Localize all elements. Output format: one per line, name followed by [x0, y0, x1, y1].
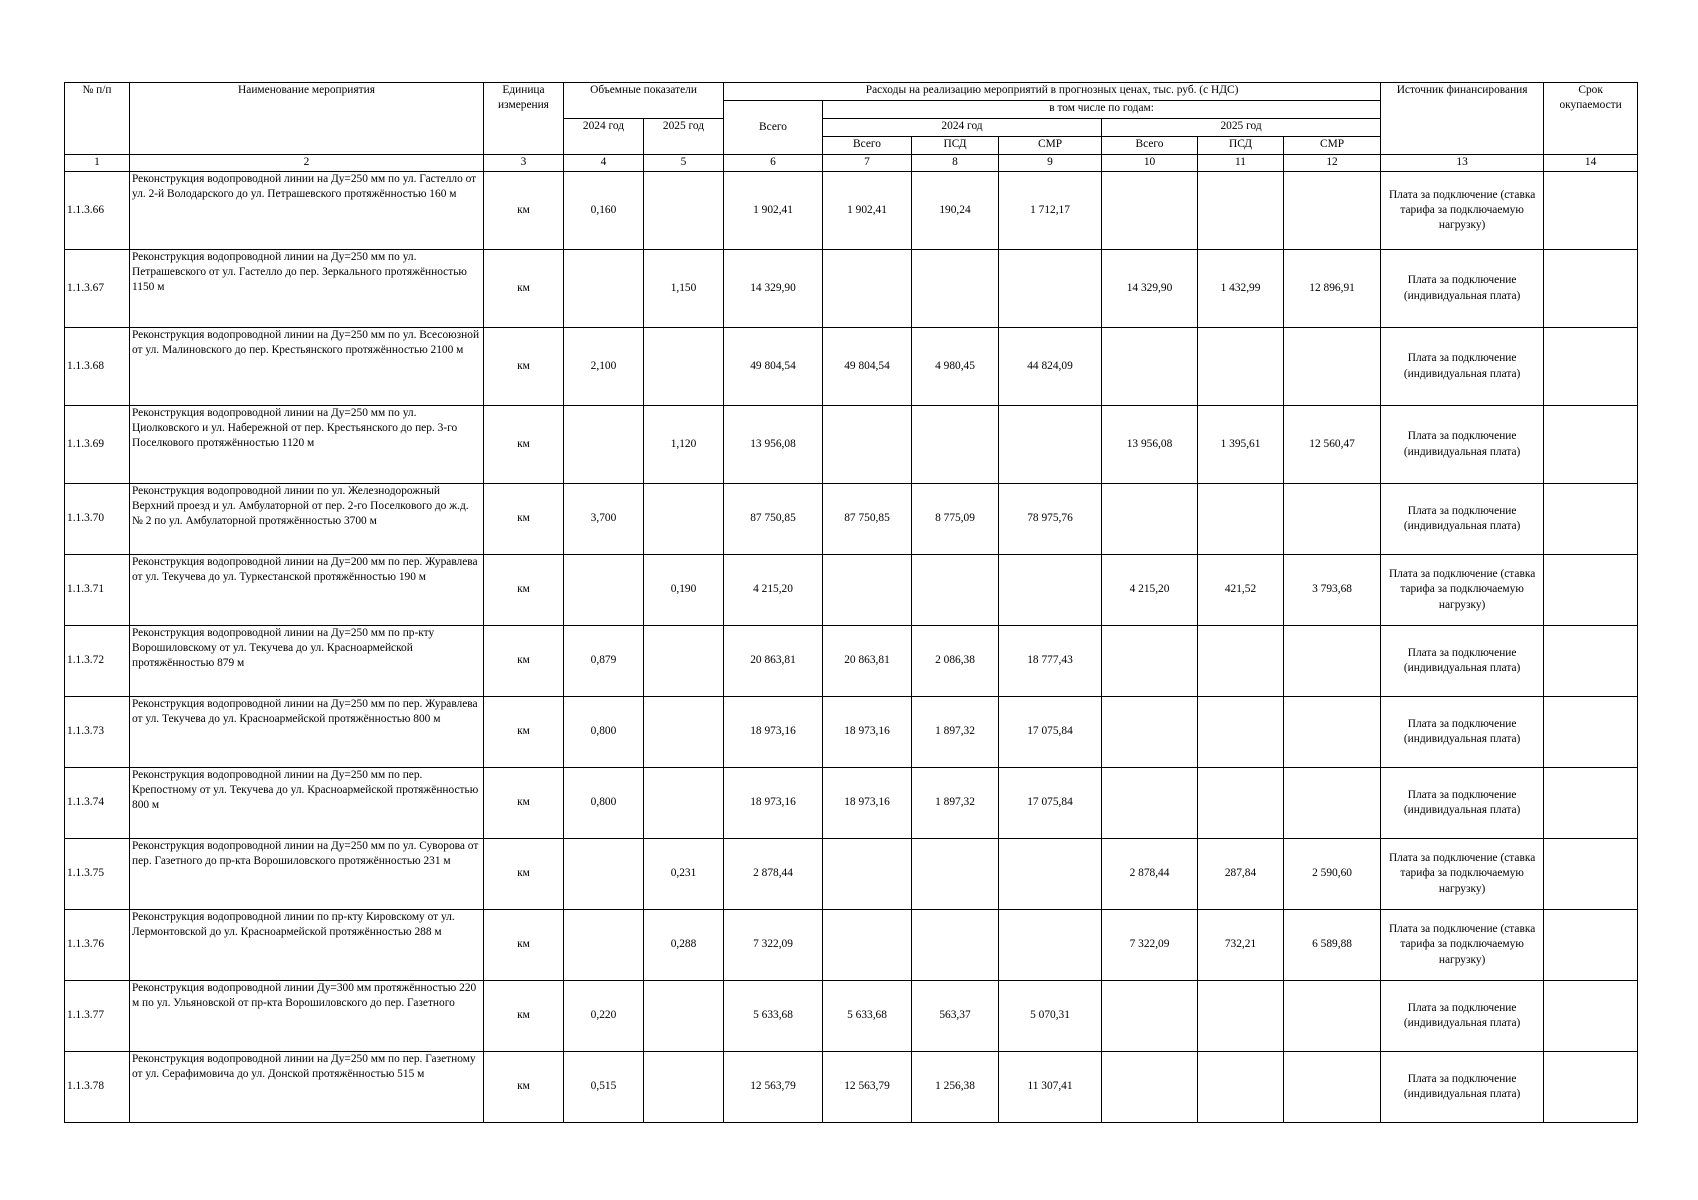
- column-number: 6: [724, 155, 823, 172]
- table-row: [65, 839, 1638, 910]
- header-unit: Единица измерения: [484, 83, 564, 155]
- table-row: [65, 626, 1638, 697]
- row-unit: км: [484, 328, 564, 406]
- row-volume-2024: [564, 910, 644, 981]
- row-2024-psd: 563,37: [912, 981, 999, 1052]
- row-2025-total: [1102, 484, 1198, 555]
- row-payback: [1544, 555, 1638, 626]
- row-number: 1.1.3.68: [65, 328, 130, 406]
- investment-program-table: [64, 82, 1638, 1123]
- row-number: 1.1.3.73: [65, 697, 130, 768]
- row-2024-total: 20 863,81: [823, 626, 912, 697]
- row-2024-psd: 190,24: [912, 172, 999, 250]
- row-name: Реконструкция водопроводной линии по ул. Железнодорожный Верхний проезд и ул. Амбулаторной от пер. 2-го Поселкового до ж.д. № 2 по ул. Амбулаторной протяжённостью 3700 м: [130, 484, 484, 555]
- row-volume-2025: 1,150: [644, 250, 724, 328]
- row-payback: [1544, 328, 1638, 406]
- row-2024-psd: 4 980,45: [912, 328, 999, 406]
- row-name: Реконструкция водопроводной линии на Ду=250 мм по ул. Циолковского и ул. Набережной от пер. Крестьянского до пер. 3-го Поселкового протяжённостью 1120 м: [130, 406, 484, 484]
- row-2025-psd: 1 395,61: [1198, 406, 1284, 484]
- row-volume-2025: [644, 328, 724, 406]
- row-2025-smr: [1284, 697, 1381, 768]
- row-total: 18 973,16: [724, 697, 823, 768]
- row-2025-smr: [1284, 172, 1381, 250]
- column-number: 10: [1102, 155, 1198, 172]
- row-unit: км: [484, 250, 564, 328]
- row-name: Реконструкция водопроводной линии на Ду=250 мм по ул. Суворова от пер. Газетного до пр-кта Ворошиловского протяжённостью 231 м: [130, 839, 484, 910]
- row-2024-smr: 5 070,31: [999, 981, 1102, 1052]
- row-source: Плата за подключение (ставка тарифа за подключаемую нагрузку): [1381, 172, 1544, 250]
- row-volume-2024: [564, 250, 644, 328]
- row-total: 2 878,44: [724, 839, 823, 910]
- row-2025-smr: [1284, 626, 1381, 697]
- row-name: Реконструкция водопроводной линии на Ду=250 мм по ул. Петрашевского от ул. Гастелло до пер. Зеркального протяжённостью 1150 м: [130, 250, 484, 328]
- row-payback: [1544, 626, 1638, 697]
- header-source: Источник финансирования: [1381, 83, 1544, 155]
- row-name: Реконструкция водопроводной линии на Ду=250 мм по ул. Всесоюзной от ул. Малиновского до пер. Крестьянского протяжённостью 2100 м: [130, 328, 484, 406]
- row-total: 18 973,16: [724, 768, 823, 839]
- row-source: Плата за подключение (индивидуальная плата): [1381, 406, 1544, 484]
- row-2024-total: 18 973,16: [823, 697, 912, 768]
- row-volume-2025: [644, 172, 724, 250]
- header-total: Всего: [724, 101, 823, 155]
- header-2024-psd: ПСД: [912, 137, 999, 155]
- row-name: Реконструкция водопроводной линии на Ду=200 мм по пер. Журавлева от ул. Текучева до ул. Туркестанской протяжённостью 190 м: [130, 555, 484, 626]
- row-total: 7 322,09: [724, 910, 823, 981]
- row-volume-2024: 0,879: [564, 626, 644, 697]
- row-name: Реконструкция водопроводной линии по пр-кту Кировскому от ул. Лермонтовской до ул. Красноармейской протяжённостью 288 м: [130, 910, 484, 981]
- column-number: 8: [912, 155, 999, 172]
- column-number: 12: [1284, 155, 1381, 172]
- row-2024-psd: 1 897,32: [912, 768, 999, 839]
- row-volume-2025: [644, 981, 724, 1052]
- row-number: 1.1.3.66: [65, 172, 130, 250]
- row-unit: км: [484, 768, 564, 839]
- row-source: Плата за подключение (индивидуальная плата): [1381, 484, 1544, 555]
- row-2025-total: [1102, 172, 1198, 250]
- table-row: [65, 910, 1638, 981]
- row-volume-2025: [644, 1052, 724, 1123]
- row-payback: [1544, 981, 1638, 1052]
- row-2025-total: 4 215,20: [1102, 555, 1198, 626]
- table-row: [65, 328, 1638, 406]
- row-2024-smr: 44 824,09: [999, 328, 1102, 406]
- row-2025-psd: [1198, 626, 1284, 697]
- row-2025-total: [1102, 981, 1198, 1052]
- row-2024-psd: [912, 910, 999, 981]
- row-2025-psd: [1198, 697, 1284, 768]
- table-row: [65, 768, 1638, 839]
- row-unit: км: [484, 484, 564, 555]
- row-source: Плата за подключение (индивидуальная плата): [1381, 697, 1544, 768]
- table-row: [65, 1052, 1638, 1123]
- row-2024-total: 12 563,79: [823, 1052, 912, 1123]
- row-number: 1.1.3.70: [65, 484, 130, 555]
- row-2024-psd: [912, 250, 999, 328]
- header-by-years: в том числе по годам:: [823, 101, 1381, 119]
- row-number: 1.1.3.75: [65, 839, 130, 910]
- row-unit: км: [484, 839, 564, 910]
- header-year-2025: 2025 год: [1102, 119, 1381, 137]
- row-total: 12 563,79: [724, 1052, 823, 1123]
- row-source: Плата за подключение (индивидуальная плата): [1381, 768, 1544, 839]
- row-2025-total: [1102, 697, 1198, 768]
- row-source: Плата за подключение (ставка тарифа за подключаемую нагрузку): [1381, 839, 1544, 910]
- row-2024-smr: 1 712,17: [999, 172, 1102, 250]
- column-number: 1: [65, 155, 130, 172]
- row-2024-total: 18 973,16: [823, 768, 912, 839]
- row-2025-smr: [1284, 768, 1381, 839]
- row-payback: [1544, 768, 1638, 839]
- column-number-row: [65, 155, 1638, 172]
- row-source: Плата за подключение (индивидуальная плата): [1381, 328, 1544, 406]
- row-2024-total: 5 633,68: [823, 981, 912, 1052]
- header-name: Наименование мероприятия: [130, 83, 484, 155]
- row-2024-psd: 8 775,09: [912, 484, 999, 555]
- row-volume-2025: [644, 626, 724, 697]
- table-row: [65, 406, 1638, 484]
- row-2024-smr: 11 307,41: [999, 1052, 1102, 1123]
- row-2024-total: 49 804,54: [823, 328, 912, 406]
- row-payback: [1544, 1052, 1638, 1123]
- row-number: 1.1.3.69: [65, 406, 130, 484]
- row-2025-total: [1102, 1052, 1198, 1123]
- row-payback: [1544, 910, 1638, 981]
- header-2025-psd: ПСД: [1198, 137, 1284, 155]
- row-unit: км: [484, 981, 564, 1052]
- row-total: 5 633,68: [724, 981, 823, 1052]
- row-total: 87 750,85: [724, 484, 823, 555]
- row-volume-2025: [644, 768, 724, 839]
- column-number: 7: [823, 155, 912, 172]
- row-volume-2024: [564, 555, 644, 626]
- row-2025-total: [1102, 328, 1198, 406]
- row-2024-smr: [999, 910, 1102, 981]
- row-2024-psd: [912, 406, 999, 484]
- row-total: 1 902,41: [724, 172, 823, 250]
- row-volume-2024: 0,800: [564, 697, 644, 768]
- header-vol-2024: 2024 год: [564, 119, 644, 155]
- row-volume-2025: 0,190: [644, 555, 724, 626]
- row-source: Плата за подключение (индивидуальная плата): [1381, 1052, 1544, 1123]
- row-name: Реконструкция водопроводной линии на Ду=250 мм по пер. Журавлева от ул. Текучева до ул. Красноармейской протяжённостью 800 м: [130, 697, 484, 768]
- table-row: [65, 250, 1638, 328]
- row-2025-psd: 1 432,99: [1198, 250, 1284, 328]
- row-name: Реконструкция водопроводной линии Ду=300 мм протяжённостью 220 м по ул. Ульяновской от пр-кта Ворошиловского до пер. Газетного: [130, 981, 484, 1052]
- row-source: Плата за подключение (ставка тарифа за подключаемую нагрузку): [1381, 910, 1544, 981]
- row-2025-smr: [1284, 981, 1381, 1052]
- row-2025-psd: 287,84: [1198, 839, 1284, 910]
- table-row: [65, 981, 1638, 1052]
- row-number: 1.1.3.72: [65, 626, 130, 697]
- row-name: Реконструкция водопроводной линии на Ду=250 мм по пр-кту Ворошиловскому от ул. Текучева до ул. Красноармейской протяжённостью 879 м: [130, 626, 484, 697]
- row-2024-psd: 1 256,38: [912, 1052, 999, 1123]
- header-volume: Объемные показатели: [564, 83, 724, 119]
- table-row: [65, 697, 1638, 768]
- row-volume-2025: [644, 484, 724, 555]
- row-volume-2024: 2,100: [564, 328, 644, 406]
- column-number: 5: [644, 155, 724, 172]
- row-2025-total: 13 956,08: [1102, 406, 1198, 484]
- row-unit: км: [484, 406, 564, 484]
- row-volume-2024: 3,700: [564, 484, 644, 555]
- row-2025-psd: 421,52: [1198, 555, 1284, 626]
- row-2025-smr: [1284, 328, 1381, 406]
- row-source: Плата за подключение (ставка тарифа за подключаемую нагрузку): [1381, 555, 1544, 626]
- column-number: 3: [484, 155, 564, 172]
- row-2024-total: [823, 910, 912, 981]
- row-volume-2025: [644, 697, 724, 768]
- row-2024-total: 87 750,85: [823, 484, 912, 555]
- row-2025-smr: 2 590,60: [1284, 839, 1381, 910]
- column-number: 13: [1381, 155, 1544, 172]
- column-number: 2: [130, 155, 484, 172]
- row-2025-psd: [1198, 328, 1284, 406]
- column-number: 9: [999, 155, 1102, 172]
- row-2025-psd: [1198, 1052, 1284, 1123]
- row-2025-total: [1102, 626, 1198, 697]
- row-2024-total: [823, 555, 912, 626]
- row-2025-psd: [1198, 768, 1284, 839]
- row-source: Плата за подключение (индивидуальная плата): [1381, 626, 1544, 697]
- row-number: 1.1.3.78: [65, 1052, 130, 1123]
- row-volume-2025: 0,288: [644, 910, 724, 981]
- table-row: [65, 484, 1638, 555]
- row-source: Плата за подключение (индивидуальная плата): [1381, 981, 1544, 1052]
- row-payback: [1544, 484, 1638, 555]
- table-row: [65, 172, 1638, 250]
- row-2025-total: [1102, 768, 1198, 839]
- row-volume-2024: 0,800: [564, 768, 644, 839]
- row-2025-psd: [1198, 981, 1284, 1052]
- row-unit: км: [484, 910, 564, 981]
- row-volume-2024: 0,220: [564, 981, 644, 1052]
- row-total: 14 329,90: [724, 250, 823, 328]
- row-payback: [1544, 839, 1638, 910]
- row-2025-smr: 3 793,68: [1284, 555, 1381, 626]
- row-2024-psd: 1 897,32: [912, 697, 999, 768]
- row-2025-psd: [1198, 484, 1284, 555]
- column-number: 4: [564, 155, 644, 172]
- row-volume-2025: 1,120: [644, 406, 724, 484]
- row-name: Реконструкция водопроводной линии на Ду=250 мм по пер. Газетному от ул. Серафимовича до ул. Донской протяжённостью 515 м: [130, 1052, 484, 1123]
- row-name: Реконструкция водопроводной линии на Ду=250 мм по пер. Крепостному от ул. Текучева до ул. Красноармейской протяжённостью 800 м: [130, 768, 484, 839]
- row-payback: [1544, 250, 1638, 328]
- row-2025-total: 2 878,44: [1102, 839, 1198, 910]
- header-2025-smr: СМР: [1284, 137, 1381, 155]
- row-volume-2024: 0,160: [564, 172, 644, 250]
- row-2025-psd: 732,21: [1198, 910, 1284, 981]
- row-2025-smr: 12 560,47: [1284, 406, 1381, 484]
- row-name: Реконструкция водопроводной линии на Ду=250 мм по ул. Гастелло от ул. 2-й Володарского до ул. Петрашевского протяжённостью 160 м: [130, 172, 484, 250]
- row-2025-smr: [1284, 1052, 1381, 1123]
- row-2024-smr: [999, 839, 1102, 910]
- header-2025-total: Всего: [1102, 137, 1198, 155]
- row-total: 49 804,54: [724, 328, 823, 406]
- row-payback: [1544, 697, 1638, 768]
- header-costs: Расходы на реализацию мероприятий в прогнозных ценах, тыс. руб. (с НДС): [724, 83, 1381, 101]
- row-2024-total: [823, 250, 912, 328]
- row-unit: км: [484, 1052, 564, 1123]
- row-2025-smr: 12 896,91: [1284, 250, 1381, 328]
- row-2024-smr: [999, 406, 1102, 484]
- row-total: 4 215,20: [724, 555, 823, 626]
- column-number: 14: [1544, 155, 1638, 172]
- row-2024-psd: [912, 839, 999, 910]
- row-number: 1.1.3.77: [65, 981, 130, 1052]
- row-2024-total: [823, 839, 912, 910]
- row-unit: км: [484, 172, 564, 250]
- column-number: 11: [1198, 155, 1284, 172]
- row-number: 1.1.3.67: [65, 250, 130, 328]
- table-row: [65, 555, 1638, 626]
- row-volume-2024: 0,515: [564, 1052, 644, 1123]
- row-volume-2025: 0,231: [644, 839, 724, 910]
- row-number: 1.1.3.76: [65, 910, 130, 981]
- row-2024-smr: 17 075,84: [999, 768, 1102, 839]
- row-2025-total: 14 329,90: [1102, 250, 1198, 328]
- row-2024-smr: [999, 250, 1102, 328]
- row-volume-2024: [564, 839, 644, 910]
- row-2024-total: 1 902,41: [823, 172, 912, 250]
- row-unit: км: [484, 626, 564, 697]
- row-payback: [1544, 172, 1638, 250]
- header-2024-smr: СМР: [999, 137, 1102, 155]
- row-2024-psd: [912, 555, 999, 626]
- row-2025-psd: [1198, 172, 1284, 250]
- row-unit: км: [484, 697, 564, 768]
- header-vol-2025: 2025 год: [644, 119, 724, 155]
- row-2024-total: [823, 406, 912, 484]
- row-payback: [1544, 406, 1638, 484]
- row-total: 20 863,81: [724, 626, 823, 697]
- row-2025-smr: [1284, 484, 1381, 555]
- row-2024-smr: 17 075,84: [999, 697, 1102, 768]
- row-volume-2024: [564, 406, 644, 484]
- row-2025-total: 7 322,09: [1102, 910, 1198, 981]
- row-2025-smr: 6 589,88: [1284, 910, 1381, 981]
- header-year-2024: 2024 год: [823, 119, 1102, 137]
- row-unit: км: [484, 555, 564, 626]
- header-num: № п/п: [65, 83, 130, 155]
- row-2024-psd: 2 086,38: [912, 626, 999, 697]
- header-2024-total: Всего: [823, 137, 912, 155]
- header-payback: Срок окупаемости: [1544, 83, 1638, 155]
- row-number: 1.1.3.74: [65, 768, 130, 839]
- row-2024-smr: [999, 555, 1102, 626]
- row-total: 13 956,08: [724, 406, 823, 484]
- row-number: 1.1.3.71: [65, 555, 130, 626]
- row-2024-smr: 78 975,76: [999, 484, 1102, 555]
- row-2024-smr: 18 777,43: [999, 626, 1102, 697]
- row-source: Плата за подключение (индивидуальная плата): [1381, 250, 1544, 328]
